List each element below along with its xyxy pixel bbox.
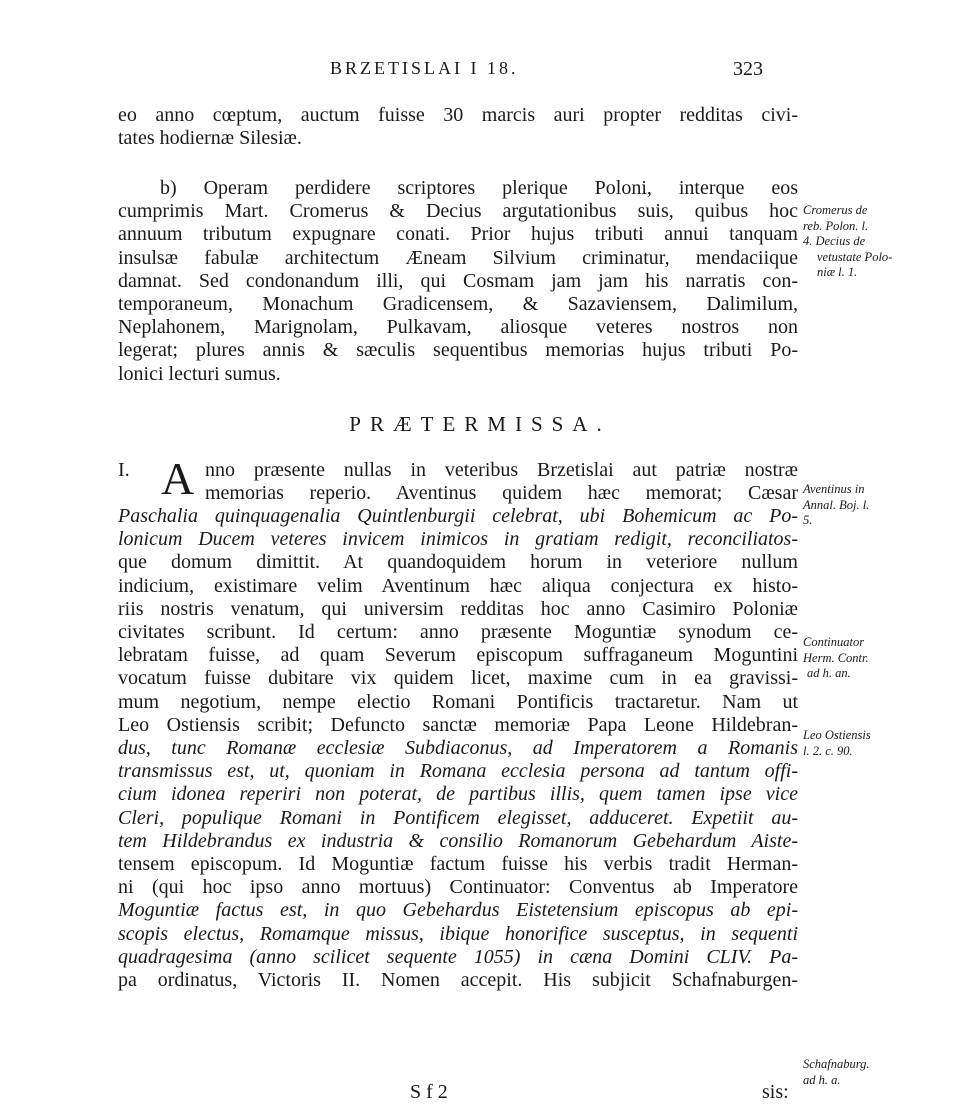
text-line: que domum dimittit. At quandoquidem horum in veteriore nullum xyxy=(118,551,798,574)
text-line: lonicum Ducem veteres invicem inimicos in gratiam redigit, reconciliatos- xyxy=(118,528,798,551)
text-line: legerat; plures annis & sæculis sequentibus memorias hujus tributi Po- xyxy=(118,339,798,362)
margin-line: Leo Ostiensis xyxy=(803,728,871,742)
praetermissa-paragraph xyxy=(118,505,798,992)
margin-note-schafnaburg xyxy=(803,1057,953,1088)
text-line: dus, tunc Romanæ ecclesiæ Subdiaconus, ad Imperatorem a Romanis xyxy=(118,737,798,760)
text-line: insulsæ fabulæ architectum Æneam Silvium criminatur, mendaciique xyxy=(118,246,798,269)
text-line: Neplahonem, Marignolam, Pulkavam, aliosque veteres nostros non xyxy=(118,316,798,339)
text-line: cium idonea reperiri non poterat, de partibus illis, quem tamen ipse vice xyxy=(118,783,798,806)
margin-line: Cromerus de xyxy=(803,203,868,217)
text-line: annuum tributum expugnare conati. Prior hujus tributi annui tanquam xyxy=(118,223,798,246)
text-line: pa ordinatus, Victoris II. Nomen accepit. His subjicit Schafnaburgen- xyxy=(118,969,798,992)
margin-line: 5. xyxy=(803,513,813,527)
footnote-b-paragraph xyxy=(118,177,798,386)
margin-note-continuator xyxy=(803,635,953,682)
text-line: memorias reperio. Aventinus quidem hæc memorat; Cæsar xyxy=(205,482,798,505)
running-head: BRZETISLAI I 18. xyxy=(330,58,519,78)
margin-line: 4. Decius de xyxy=(803,234,866,248)
section-title: PRÆTERMISSA. xyxy=(349,412,611,436)
text-line: Moguntiæ factus est, in quo Gebehardus Eistetensium episcopus ab epi- xyxy=(118,899,798,922)
drop-cap: A xyxy=(161,453,195,504)
section-number: I. xyxy=(118,459,130,481)
margin-line: Annal. Boj. l. xyxy=(803,497,870,512)
margin-line: vetustate Polo- xyxy=(817,249,893,264)
text-line: cumprimis Mart. Cromerus & Decius argutationibus suis, quibus hoc xyxy=(118,200,798,223)
margin-line: ad h. a. xyxy=(803,1072,841,1087)
margin-note-cromerus xyxy=(803,203,953,281)
text-line: b) Operam perdidere scriptores plerique Poloni, interque eos xyxy=(160,177,798,199)
text-line: tensem episcopum. Id Moguntiæ factum fuisse his verbis tradit Herman- xyxy=(118,853,798,876)
text-line: riis nostris venatum, qui universim redditas hoc anno Casimiro Poloniæ xyxy=(118,597,798,620)
text-line: ni (qui hoc ipso anno mortuus) Continuator: Conventus ab Imperatore xyxy=(118,876,798,899)
margin-note-leo xyxy=(803,728,953,759)
text-line: lebratam fuisse, ad quam Severum episcopum suffraganeum Moguntini xyxy=(118,644,798,667)
text-line: mum negotium, nempe electio Romani Pontificis tractaretur. Nam ut xyxy=(118,690,798,713)
text-line: eo anno cœptum, auctum fuisse 30 marcis auri propter redditas civi- xyxy=(118,104,798,126)
margin-line: l. 2. c. 90. xyxy=(803,743,853,758)
text-line: damnat. Sed condonandum illi, qui Cosmam jam jam his narratis con- xyxy=(118,269,798,292)
margin-line: Herm. Contr. xyxy=(803,650,869,665)
text-line: temporaneum, Monachum Gradicensem, & Sazaviensem, Dalimilum, xyxy=(118,293,798,316)
signature-mark: S f 2 xyxy=(410,1081,448,1103)
text-line: lonici lecturi sumus. xyxy=(118,362,281,385)
text-line: Paschalia quinquagenalia Quintlenburgii celebrat, ubi Bohemicum ac Po- xyxy=(118,505,798,527)
text-line: scopis electus, Romamque missus, ibique honorifice susceptus, in sequenti xyxy=(118,922,798,945)
text-line: transmissus est, ut, quoniam in Romana ecclesia persona ad tantum offi- xyxy=(118,760,798,783)
margin-note-aventinus xyxy=(803,482,953,529)
text-line: vocatum fuisse dubitare vix quidem licet, maxime cum in ea gravissi- xyxy=(118,667,798,690)
margin-line: ad h. an. xyxy=(807,666,851,680)
page-number: 323 xyxy=(733,58,763,80)
catchword: sis: xyxy=(762,1081,789,1103)
text-line: tem Hildebrandus ex industria & consilio Romanorum Gebehardum Aiste- xyxy=(118,829,798,852)
text-line: quadragesima (anno scilicet sequente 1055) in cæna Domini CLIV. Pa- xyxy=(118,945,798,968)
margin-line: reb. Polon. l. xyxy=(803,218,869,233)
text-line: tates hodiernæ Silesiæ. xyxy=(118,127,302,150)
text-line: Leo Ostiensis scribit; Defuncto sanctæ memoriæ Papa Leone Hildebran- xyxy=(118,713,798,736)
margin-line: niæ l. 1. xyxy=(817,265,858,279)
text-line: civitates scribunt. Id certum: anno præsente Moguntiæ synodum ce- xyxy=(118,621,798,644)
paragraph-opening xyxy=(205,459,798,505)
margin-line: Continuator xyxy=(803,635,865,649)
text-line: indicium, existimare velim Aventinum hæc aliqua conjectura ex histo- xyxy=(118,574,798,597)
text-line: Cleri, populique Romani in Pontificem elegisset, adduceret. Expetiit au- xyxy=(118,806,798,829)
text-line: nno præsente nullas in veteribus Brzetislai aut patriæ nostræ xyxy=(205,459,798,481)
margin-line: Aventinus in xyxy=(803,482,865,496)
margin-line: Schafnaburg. xyxy=(803,1057,870,1071)
paragraph-continuation xyxy=(118,104,798,150)
